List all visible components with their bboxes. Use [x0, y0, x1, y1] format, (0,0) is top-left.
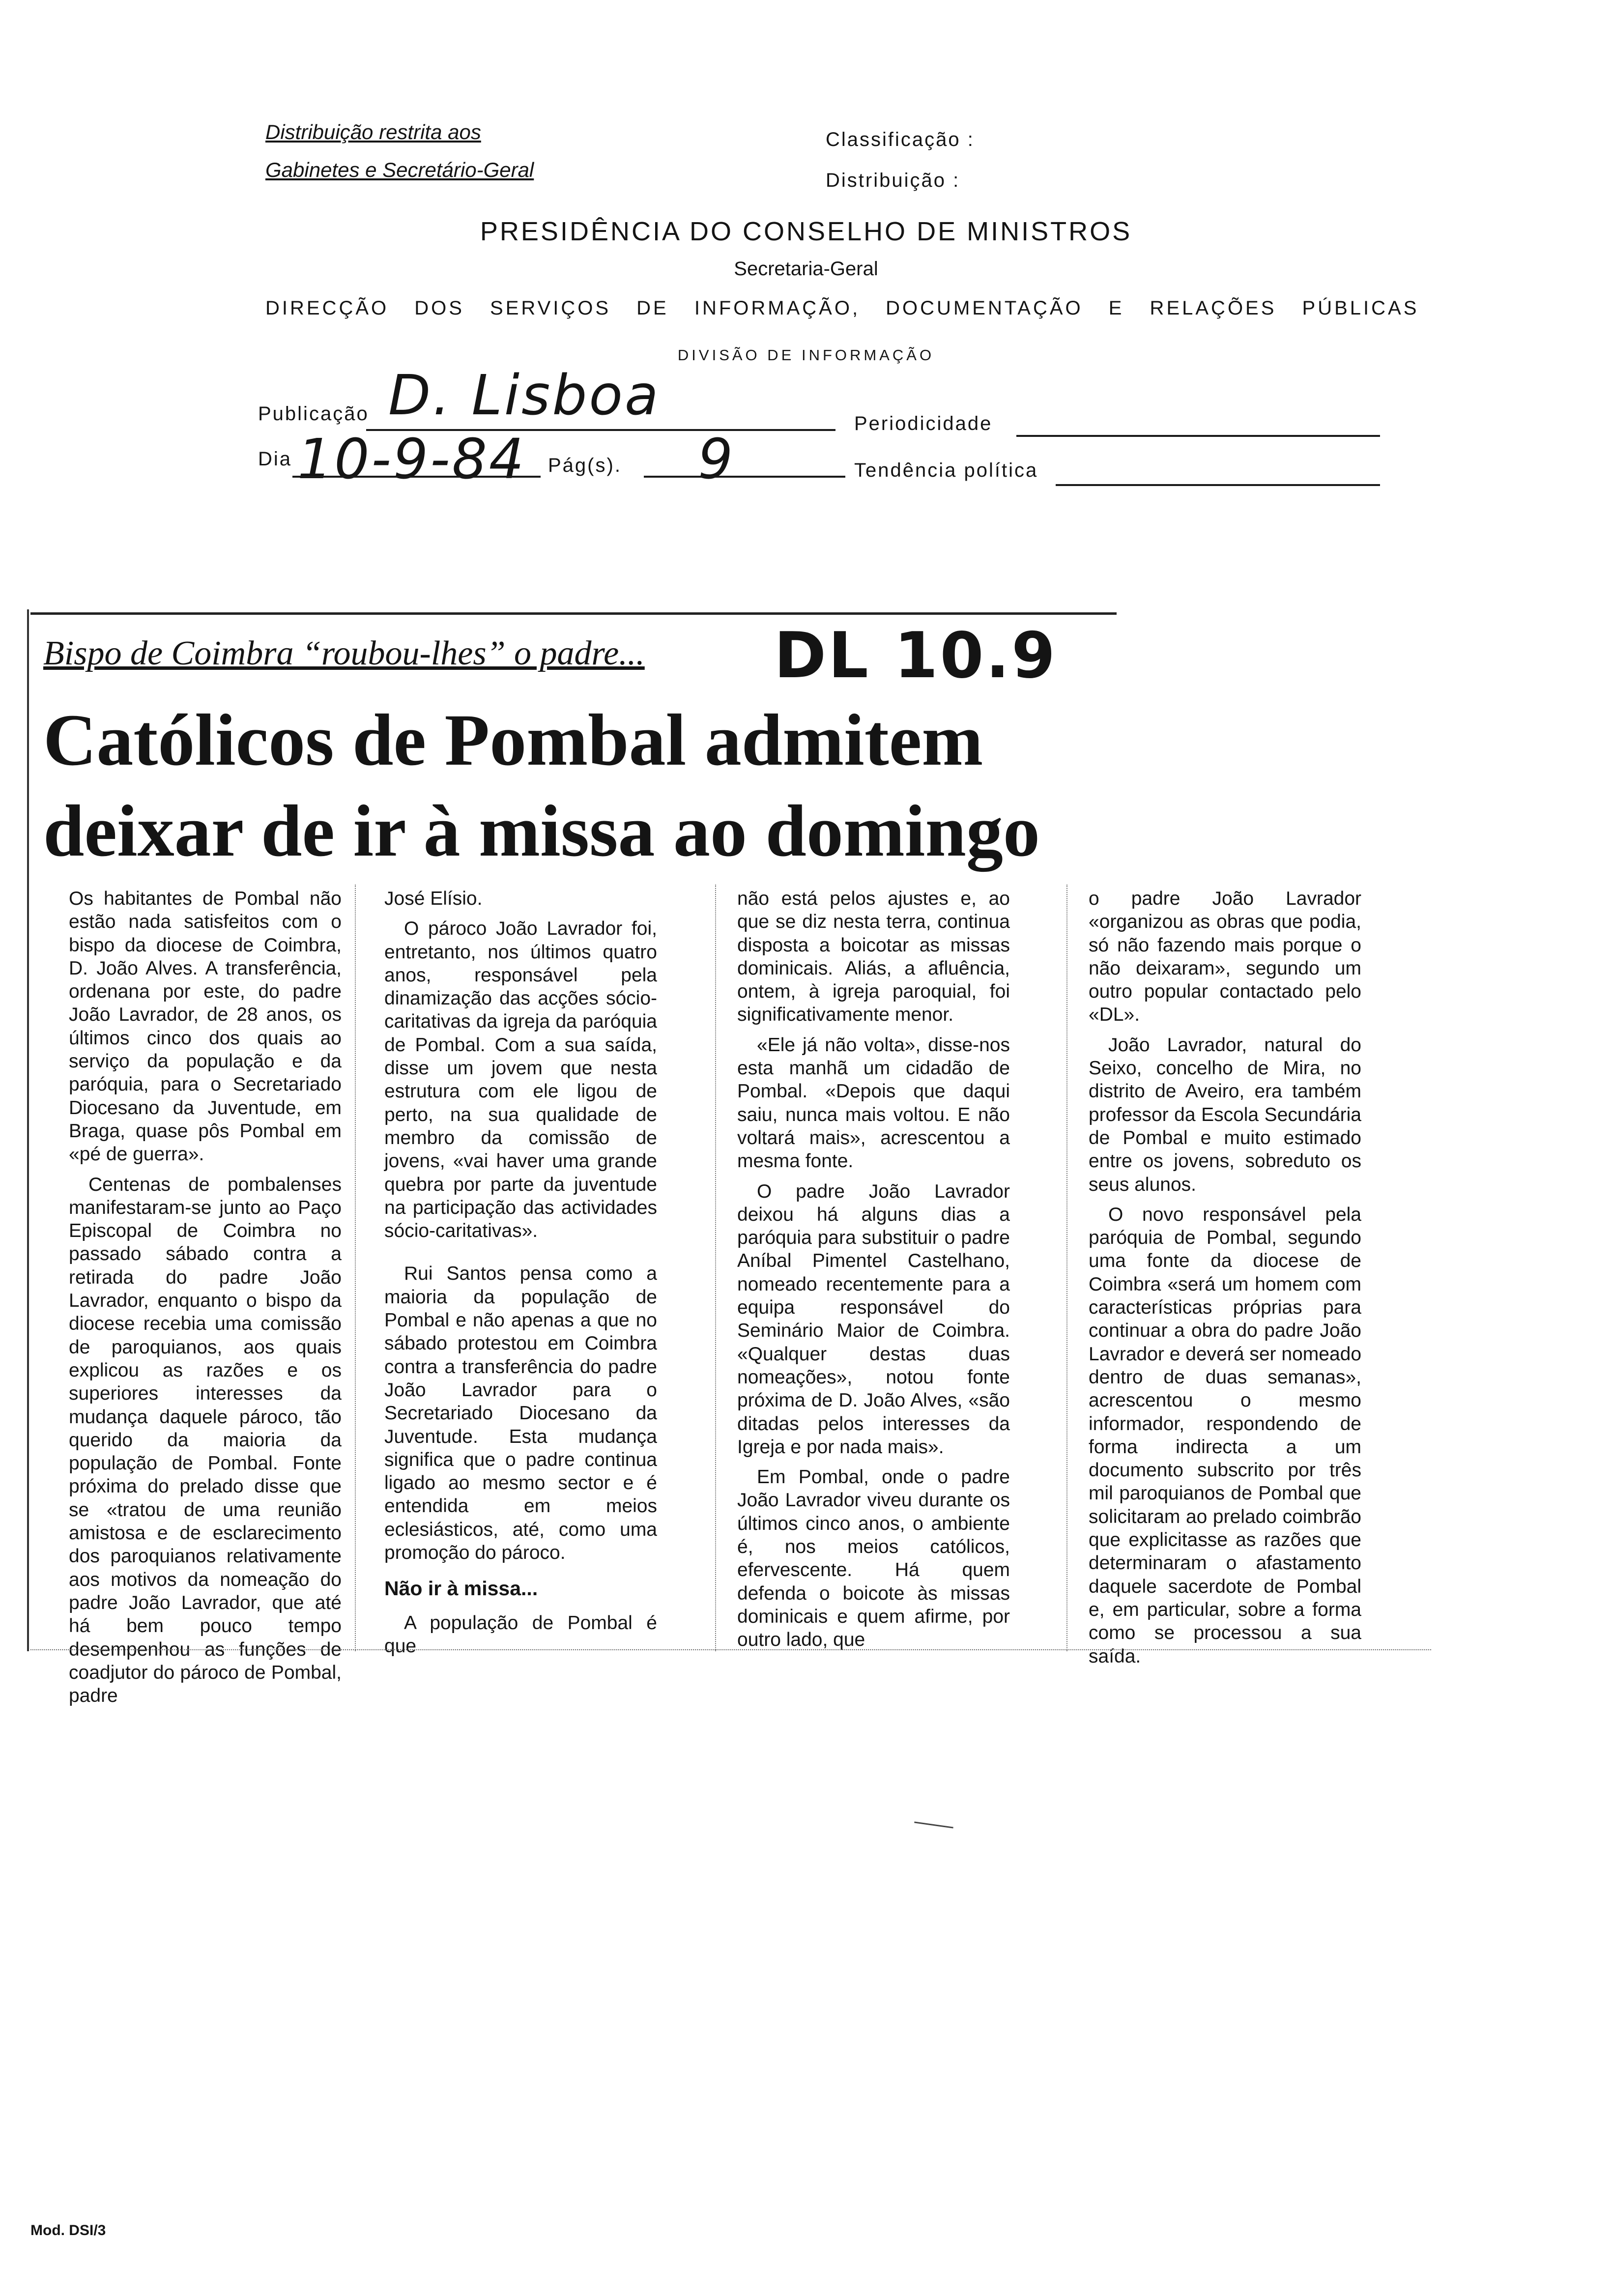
clipping-bottom-edge — [30, 1649, 1431, 1650]
article-paragraph: «Ele já não volta», disse-nos esta manhã um cidadão de Pombal. «Depois que daqui saiu, nunca mais voltou. E não voltará mais», acrescentou a mesma fonte. — [737, 1034, 1010, 1172]
publication-label: Publicação — [258, 403, 369, 425]
article-paragraph: O novo responsável pela paróquia de Pombal, segundo uma fonte da diocese de Coimbra «será um homem com características próprias para continuar a obra do padre João Lavrador e deverá ser nomeado dentro de duas semanas», acrescentou o mesmo informador, respondendo de forma indirecta a um documento subscrito por três mil paroquianos de Pombal que solicitaram ao prelado coimbrão que explicitasse as razões que determinaram o afastamento daquele sacerdote de Pombal e, em particular, sobre a forma como se processou a sua saída. — [1089, 1204, 1362, 1667]
secretariat-name: Secretaria-Geral — [734, 258, 878, 280]
political-tendency-underline — [1056, 484, 1380, 486]
article-paragraph: Rui Santos pensa como a maioria da população de Pombal e não apenas a que no sábado protestou em Coimbra contra a transferência do padre João Lavrador para o Secretariado Diocesano da Juventude. Esta mudança significa que o padre continua ligado ao mesmo sector e é entendida em meios eclesiásticos, até, como uma promoção do pároco. — [384, 1263, 657, 1564]
column-divider — [1066, 885, 1067, 1651]
restricted-distribution-line2: Gabinetes e Secretário-Geral — [265, 158, 534, 181]
pages-label: Pág(s). — [548, 455, 622, 476]
day-underline — [292, 476, 541, 478]
article-paragraph: não está pelos ajustes e, ao que se diz nesta terra, continua disposta a boicotar as missas dominicais. Aliás, a afluência, ontem, à igreja paroquial, foi significativamente menor. — [737, 888, 1010, 1026]
article-column-2 — [384, 887, 657, 1665]
article-column-3 — [737, 887, 1010, 1659]
article-paragraph: A população de Pombal é que — [384, 1612, 657, 1657]
periodicity-label: Periodicidade — [854, 413, 993, 434]
publication-value-handwritten: D. Lisboa — [388, 364, 661, 428]
article-headline-line1: Católicos de Pombal admitem — [43, 699, 983, 781]
article-paragraph: João Lavrador, natural do Seixo, concelho de Mira, no distrito de Aveiro, era também professor da Escola Secundária de Pombal e muito estimado entre os jovens, sobreduto os seus alunos. — [1089, 1034, 1361, 1195]
division-name: DIVISÃO DE INFORMAÇÃO — [677, 346, 935, 364]
article-paragraph: O pároco João Lavrador foi, entretanto, nos últimos quatro anos, responsável pela dinamização das acções sócio-caritativas da igreja da paróquia de Pombal. Com a sua saída, disse um jovem que nesta estrutura com ele ligou de perto, na sua qualidade de membro da comissão de jovens, «vai haver uma grande quebra por parte da juventude na participação das actividades sócio-caritativas». — [384, 918, 657, 1242]
article-column-4 — [1089, 887, 1361, 1675]
scan-mark — [914, 1821, 953, 1828]
clipping-date-handwritten: DL 10.9 — [774, 619, 1058, 692]
article-paragraph: Em Pombal, onde o padre João Lavrador viveu durante os últimos cinco anos, o ambiente é, nos meios católicos, efervescente. Há quem defenda o boicote às missas dominicais e quem afirme, por outro lado, que — [737, 1466, 1010, 1651]
day-label: Dia — [258, 448, 292, 470]
restricted-distribution-line1: Distribuição restrita aos — [265, 120, 481, 144]
political-tendency-label: Tendência política — [854, 459, 1038, 481]
directorate-name: DIRECÇÃO DOS SERVIÇOS DE INFORMAÇÃO, DOCUMENTAÇÃO E RELAÇÕES PÚBLICAS — [265, 297, 1419, 319]
pages-underline — [644, 476, 845, 478]
article-paragraph: Os habitantes de Pombal não estão nada satisfeitos com o bispo da diocese de Coimbra, D. João Alves. A transferência, ordenana por este, do padre João Lavrador, de 28 anos, os últimos cinco dos quais ao serviço da população e da paróquia, para o Secretariado Diocesano da Juventude, em Braga, quase pôs Pombal em «pé de guerra». — [69, 888, 342, 1165]
article-paragraph: O padre João Lavrador deixou há alguns dias a paróquia para substituir o padre Aníbal Pimentel Castelhano, nomeado recentemente para a equipa responsável do Seminário Maior de Coimbra. «Qualquer destas duas nomeações», notou fonte próxima de D. João Alves, «são ditadas pelos interesses da Igreja e por nada mais». — [737, 1180, 1010, 1458]
article-paragraph: José Elísio. — [384, 888, 483, 909]
form-code: Mod. DSI/3 — [30, 2222, 106, 2239]
pages-value-handwritten: 9 — [698, 428, 735, 491]
article-kicker: Bispo de Coimbra “roubou-lhes” o padre... — [43, 634, 645, 672]
classification-label: Classificação : — [826, 129, 975, 150]
organization-name: PRESIDÊNCIA DO CONSELHO DE MINISTROS — [480, 217, 1132, 246]
distribution-label: Distribuição : — [826, 170, 960, 191]
article-headline-line2: deixar de ir à missa ao domingo — [43, 790, 1040, 872]
article-subheading: Não ir à missa... — [384, 1577, 538, 1600]
clipping-top-rule — [30, 612, 1117, 615]
article-paragraph: o padre João Lavrador «organizou as obras que podia, só não fazendo mais porque o não deixaram», segundo um outro popular contactado pelo «DL». — [1089, 888, 1361, 1026]
column-divider — [715, 885, 716, 1651]
article-column-1 — [69, 887, 342, 1714]
day-value-handwritten: 10-9-84 — [297, 428, 526, 491]
article-paragraph: Centenas de pombalenses manifestaram-se junto ao Paço Episcopal de Coimbra no passado sábado contra a retirada do padre João Lavrador, enquanto o bispo da diocese recebia uma comissão de paroquianos, aos quais explicou as razões e os superiores interesses da mudança daquele pároco, tão querido da maioria da população de Pombal. Fonte próxima do prelado disse que se «tratou de uma reunião amistosa e de esclarecimento dos paroquianos relativamente aos motivos da nomeação do padre João Lavrador, que até há bem pouco tempo desempenhou as funções de coadjutor do pároco de Pombal, padre — [69, 1174, 342, 1707]
periodicity-underline — [1016, 435, 1380, 437]
column-divider — [355, 885, 356, 1651]
